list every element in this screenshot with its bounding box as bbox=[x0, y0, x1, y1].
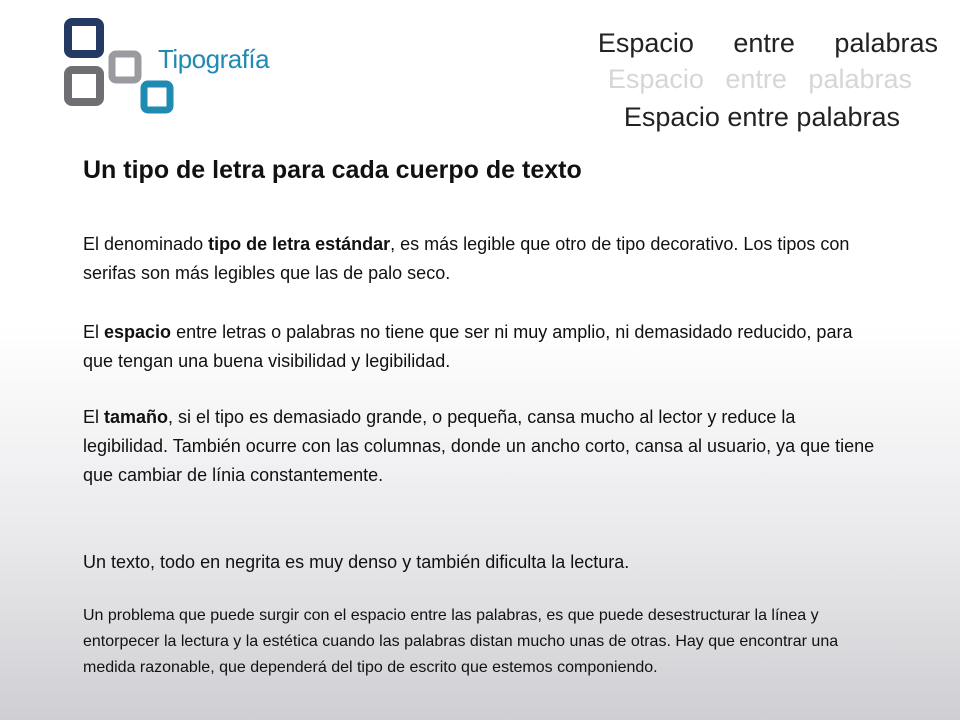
p2-bold: espacio bbox=[104, 322, 172, 342]
p1-post: , es más legible que otro de tipo decorativo. Los tipos con serifas son más legibles que las de palo seco. bbox=[83, 234, 850, 283]
page-title: Un tipo de letra para cada cuerpo de texto bbox=[83, 156, 582, 184]
paragraph-size bbox=[83, 403, 883, 490]
demo-line-wide-spacing: Espacio entre palabras bbox=[597, 28, 938, 58]
p3-bold: tamaño bbox=[104, 407, 169, 427]
paragraph-standard-typeface bbox=[83, 230, 883, 288]
paragraph-bold-text: Un texto, todo en negrita es muy denso y también dificulta la lectura. bbox=[83, 552, 630, 572]
demo-line-medium-spacing: Espacio entre palabras bbox=[607, 64, 912, 94]
p3-post: , si el tipo es demasiado grande, o pequeña, cansa mucho al lector y reduce la legibilidad. También ocurre con las columnas, donde un ancho corto, cansa al usuario, ya que tiene que cambiar de línia constantemente. bbox=[83, 407, 875, 485]
p2-pre: El bbox=[83, 322, 105, 342]
p1-pre: El denominado bbox=[83, 234, 209, 254]
p3-pre: El bbox=[83, 407, 105, 427]
logo-text: Tipografía bbox=[158, 44, 270, 74]
paragraph-word-spacing-problem: Un problema que puede surgir con el espacio entre las palabras, es que puede desestructurar la línea y entorpecer la lectura y la estética cuando las palabras distan mucho unas de otras. Hay que encontrar una medida razonable, que dependerá del tipo de escrito que estemos componiendo. bbox=[83, 607, 839, 676]
p2-post: entre letras o palabras no tiene que ser ni muy amplio, ni demasidado reducido, para que tengan una buena visibilidad y legibilidad. bbox=[83, 322, 853, 371]
paragraph-spacing bbox=[83, 318, 883, 376]
demo-line-normal-spacing: Espacio entre palabras bbox=[623, 102, 900, 132]
p1-bold: tipo de letra estándar bbox=[208, 234, 391, 254]
